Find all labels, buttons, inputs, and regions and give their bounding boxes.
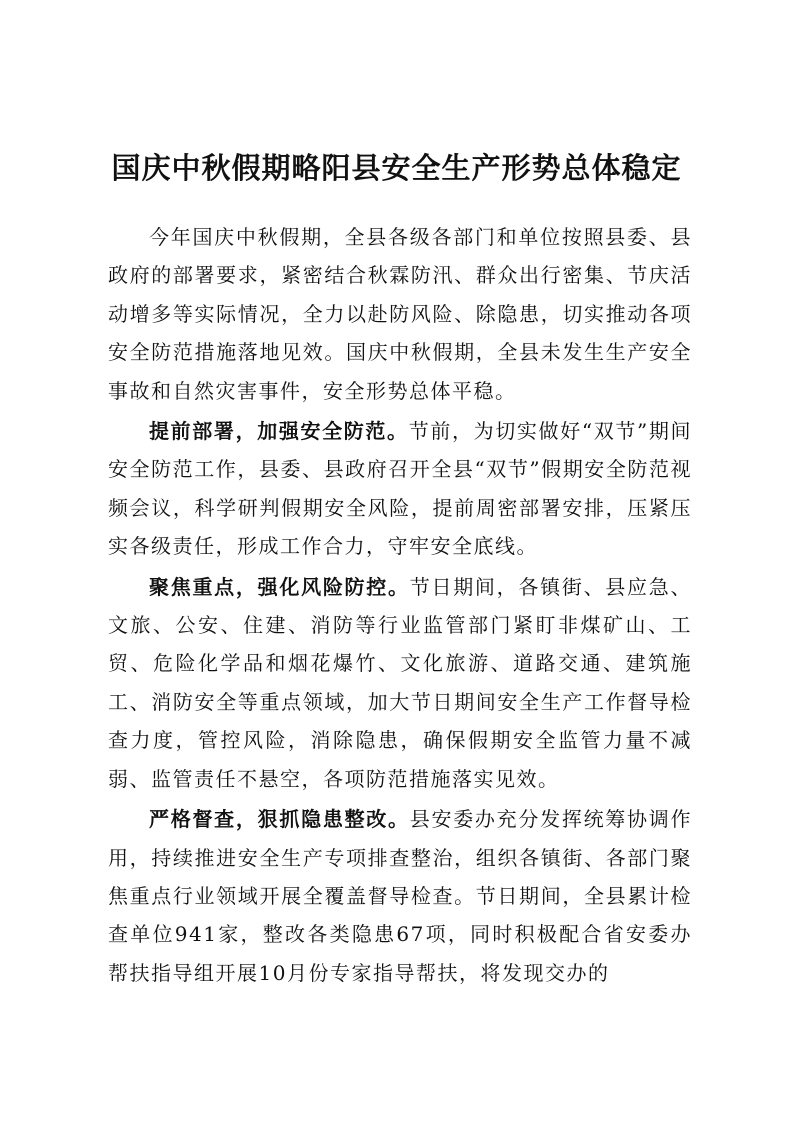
paragraph-lead-heading: 提前部署，加强安全防范。 <box>149 419 409 444</box>
paragraph-intro <box>108 218 692 410</box>
document-body <box>108 218 692 992</box>
document-title: 国庆中秋假期略阳县安全生产形势总体稳定 <box>111 151 682 185</box>
paragraph-text: 节前，为切实做好“双节”期间安全防范工作，县委、县政府召开全县“双节”假期安全防范视频会议，科学研判假期安全风险，提前周密部署安排，压紧压实各级责任，形成工作合力，守牢安全底线。 <box>108 419 692 559</box>
paragraph-text: 今年国庆中秋假期，全县各级各部门和单位按照县委、县政府的部署要求，紧密结合秋霖防汛、群众出行密集、节庆活动增多等实际情况，全力以赴防风险、除隐患，切实推动各项安全防范措施落地见效。国庆中秋假期，全县未发生生产安全事故和自然灾害事件，安全形势总体平稳。 <box>108 225 692 403</box>
paragraph-early-deployment <box>108 412 692 566</box>
paragraph-lead-heading: 严格督查，狠抓隐患整改。 <box>149 807 410 832</box>
paragraph-lead-heading: 聚焦重点，强化风险防控。 <box>149 574 410 599</box>
paragraph-text: 节日期间，各镇街、县应急、文旅、公安、住建、消防等行业监管部门紧盯非煤矿山、工贸、危险化学品和烟花爆竹、文化旅游、道路交通、建筑施工、消防安全等重点领域，加大节日期间安全生产工作督导检查力度，管控风险，消除隐患，确保假期安全监管力量不减弱、监管责任不悬空，各项防范措施落实见效。 <box>108 574 692 791</box>
paragraph-risk-control <box>108 568 692 798</box>
paragraph-text: 县安委办充分发挥统筹协调作用，持续推进安全生产专项排查整治，组织各镇街、各部门聚焦重点行业领域开展全覆盖督导检查。节日期间，全县累计检查单位941家，整改各类隐患67项，同时积极配合省安委办帮扶指导组开展10月份专家指导帮扶，将发现交办的 <box>108 807 692 985</box>
paragraph-inspection <box>108 800 692 992</box>
